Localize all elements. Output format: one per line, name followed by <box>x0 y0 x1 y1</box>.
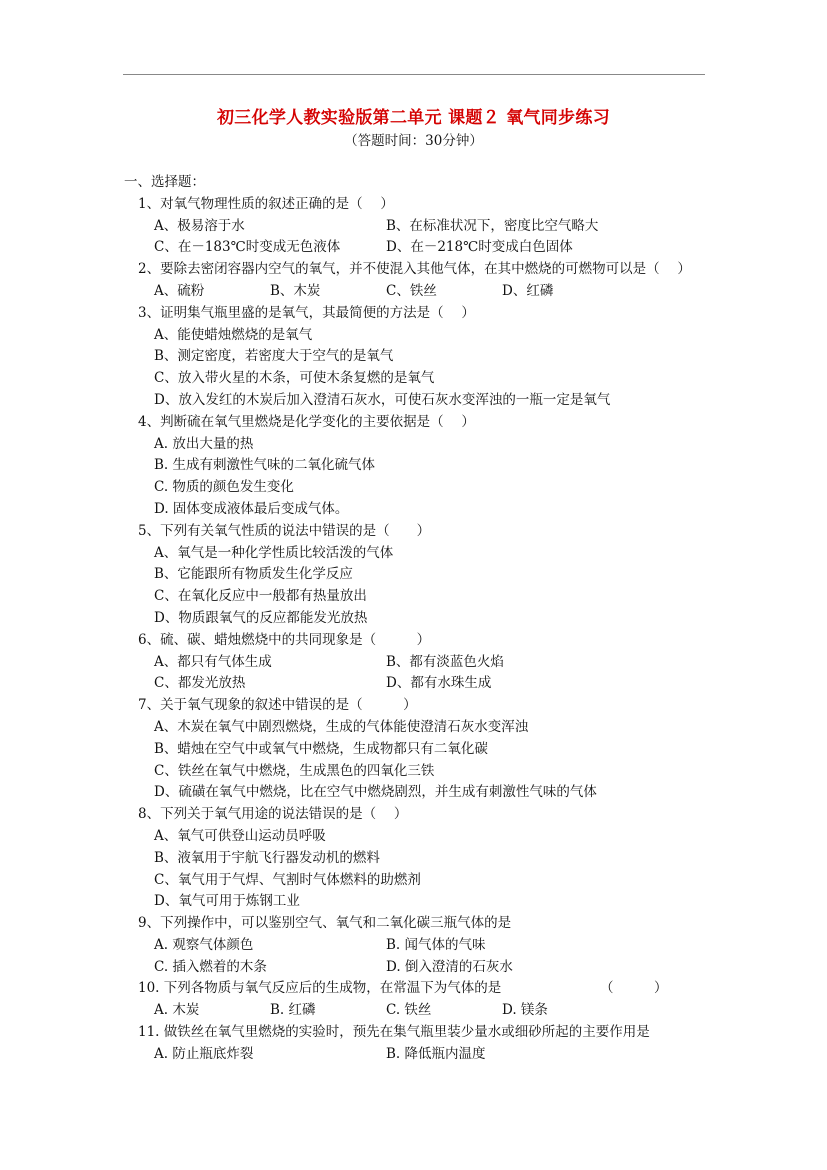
answer-option: A、极易溶于水 <box>154 217 245 234</box>
answer-option: C、铁丝在氧气中燃烧，生成黑色的四氧化三铁 <box>154 762 435 779</box>
header-rule <box>123 74 705 75</box>
answer-option: B、蜡烛在空气中或氧气中燃烧，生成物都只有二氧化碳 <box>154 740 488 757</box>
question-text: 1、对氧气物理性质的叙述正确的是（ ） <box>138 195 394 212</box>
answer-option: B. 红磷 <box>270 1002 316 1019</box>
answer-option: A、氧气可供登山运动员呼吸 <box>154 827 326 844</box>
answer-option: A、硫粉 <box>154 282 205 299</box>
section-heading: 一、选择题： <box>124 174 205 190</box>
page-subtitle: （答题时间：30分钟） <box>344 133 483 149</box>
option-row <box>0 652 827 674</box>
question-text: 2、要除去密闭容器内空气的氧气，并不使混入其他气体，在其中燃烧的可燃物可以是（ ） <box>138 261 691 278</box>
page-title: 初三化学人教实验版第二单元 课题２ 氧气同步练习 <box>216 108 611 128</box>
option-row <box>0 673 827 695</box>
answer-option: D、红磷 <box>502 282 554 299</box>
answer-option: A、氧气是一种化学性质比较活泼的气体 <box>154 544 394 561</box>
answer-option: C、铁丝 <box>386 282 437 299</box>
option-row <box>0 957 827 979</box>
question-list <box>0 172 827 1066</box>
answer-option: B. 生成有刺激性气味的二氧化硫气体 <box>154 457 376 474</box>
option-row <box>0 935 827 957</box>
answer-option: B、都有淡蓝色火焰 <box>386 653 504 670</box>
option-row <box>0 499 827 521</box>
option-row <box>0 1044 827 1066</box>
option-row <box>0 434 827 456</box>
question-stem <box>0 695 827 717</box>
option-row <box>0 717 827 739</box>
question-text: 11. 做铁丝在氧气里燃烧的实验时，预先在集气瓶里装少量水或细砂所起的主要作用是 <box>138 1024 650 1041</box>
option-row <box>0 826 827 848</box>
answer-option: C、在－183℃时变成无色液体 <box>154 239 341 256</box>
answer-option: D. 固体变成液体最后变成气体。 <box>154 500 349 517</box>
question-stem <box>0 978 827 1000</box>
question-text: 8、下列关于氧气用途的说法错误的是（ ） <box>138 806 408 823</box>
option-row <box>0 870 827 892</box>
answer-option: A. 木炭 <box>154 1002 200 1019</box>
answer-option: D、都有水珠生成 <box>386 675 492 692</box>
question-text: 6、硫、碳、蜡烛燃烧中的共同现象是（ ） <box>138 631 431 648</box>
question-text: 10. 下列各物质与氧气反应后的生成物，在常温下为气体的是 <box>138 980 502 997</box>
option-row <box>0 477 827 499</box>
answer-option: A. 防止瓶底炸裂 <box>154 1045 254 1062</box>
option-row <box>0 543 827 565</box>
option-row <box>0 1000 827 1022</box>
answer-option: A. 观察气体颜色 <box>154 936 254 953</box>
option-row <box>0 608 827 630</box>
question-stem <box>0 194 827 216</box>
option-row <box>0 586 827 608</box>
answer-parenthesis: （ ） <box>600 980 668 997</box>
answer-option: C. 物质的颜色发生变化 <box>154 479 294 496</box>
answer-option: C、氧气用于气焊、气割时气体燃料的助燃剂 <box>154 871 421 888</box>
answer-option: B、木炭 <box>270 282 321 299</box>
question-stem <box>0 804 827 826</box>
answer-option: C. 铁丝 <box>386 1002 432 1019</box>
question-stem <box>0 630 827 652</box>
question-stem <box>0 521 827 543</box>
option-row <box>0 390 827 412</box>
option-row <box>0 455 827 477</box>
answer-option: B. 降低瓶内温度 <box>386 1045 486 1062</box>
answer-option: B、它能跟所有物质发生化学反应 <box>154 566 353 583</box>
answer-option: D. 镁条 <box>502 1002 548 1019</box>
question-text: 9、下列操作中，可以鉴别空气、氧气和二氧化碳三瓶气体的是 <box>138 915 512 932</box>
answer-option: B. 闻气体的气味 <box>386 936 486 953</box>
answer-option: B、在标准状况下，密度比空气略大 <box>386 217 599 234</box>
option-row <box>0 739 827 761</box>
question-stem <box>0 412 827 434</box>
answer-option: C. 插入燃着的木条 <box>154 958 267 975</box>
answer-option: D、氧气可用于炼钢工业 <box>154 893 300 910</box>
answer-option: A、木炭在氧气中剧烈燃烧，生成的气体能使澄清石灰水变浑浊 <box>154 718 529 735</box>
option-row <box>0 237 827 259</box>
option-row <box>0 325 827 347</box>
question-stem <box>0 1022 827 1044</box>
answer-option: D. 倒入澄清的石灰水 <box>386 958 513 975</box>
answer-option: A、能使蜡烛燃烧的是氧气 <box>154 326 313 343</box>
answer-option: B、液氧用于宇航飞行器发动机的燃料 <box>154 849 380 866</box>
answer-option: C、都发光放热 <box>154 675 246 692</box>
answer-option: B、测定密度，若密度大于空气的是氧气 <box>154 348 394 365</box>
option-row <box>0 782 827 804</box>
question-text: 7、关于氧气现象的叙述中错误的是（ ） <box>138 697 417 714</box>
question-text: 5、下列有关氧气性质的说法中错误的是（ ） <box>138 522 431 539</box>
option-row <box>0 564 827 586</box>
answer-option: D、硫磺在氧气中燃烧，比在空气中燃烧剧烈，并生成有刺激性气味的气体 <box>154 784 597 801</box>
option-row <box>0 368 827 390</box>
question-stem <box>0 259 827 281</box>
option-row <box>0 891 827 913</box>
question-stem <box>0 303 827 325</box>
question-text: 4、判断硫在氧气里燃烧是化学变化的主要依据是（ ） <box>138 413 475 430</box>
option-row <box>0 216 827 238</box>
answer-option: C、放入带火星的木条，可使木条复燃的是氧气 <box>154 370 435 387</box>
option-row <box>0 281 827 303</box>
answer-option: D、物质跟氧气的反应都能发光放热 <box>154 609 368 626</box>
answer-option: A、都只有气体生成 <box>154 653 272 670</box>
answer-option: A. 放出大量的热 <box>154 435 254 452</box>
option-row <box>0 848 827 870</box>
answer-option: D、放入发红的木炭后加入澄清石灰水，可使石灰水变浑浊的一瓶一定是氧气 <box>154 391 611 408</box>
question-stem <box>0 913 827 935</box>
answer-option: C、在氧化反应中一般都有热量放出 <box>154 588 367 605</box>
option-row <box>0 346 827 368</box>
question-text: 3、证明集气瓶里盛的是氧气，其最简便的方法是（ ） <box>138 304 475 321</box>
option-row <box>0 761 827 783</box>
answer-option: D、在－218℃时变成白色固体 <box>386 239 573 256</box>
